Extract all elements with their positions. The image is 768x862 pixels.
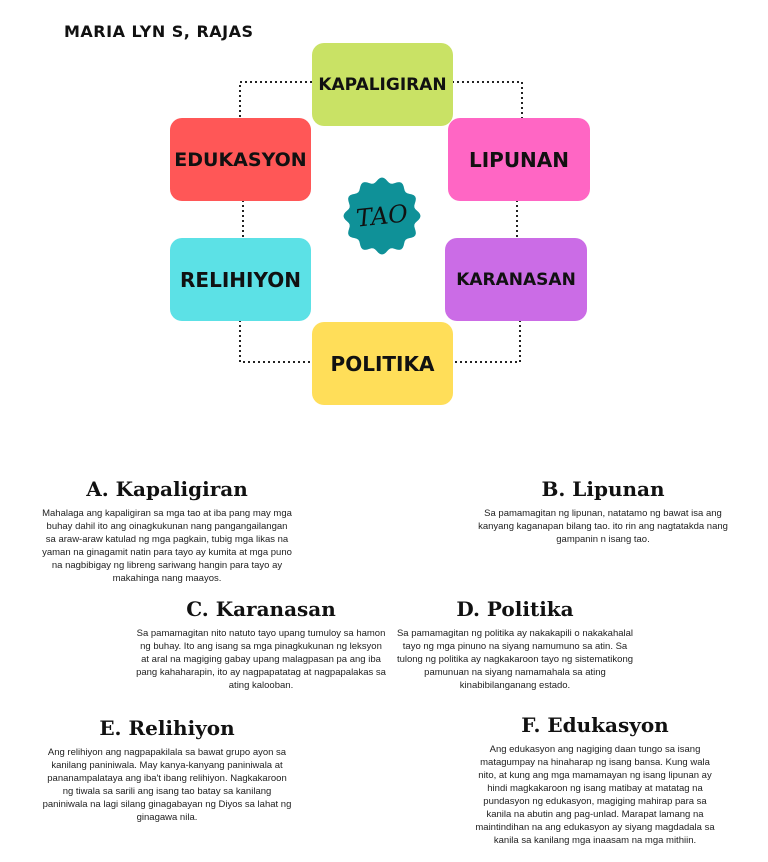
section-text: Sa pamamagitan ng lipunan, natatamo ng bawat isa ang kanyang kaganapan bilang tao. ito rin ang nagtatakda nang gampanin n isang tao.: [478, 508, 728, 545]
box-lipunan: [448, 118, 590, 201]
box-karanasan: [445, 238, 587, 321]
section-karanasan: [136, 597, 386, 692]
center-badge-label: TAO: [354, 199, 410, 233]
box-edukasyon-label: EDUKASYON: [174, 148, 307, 171]
box-politika: [312, 322, 453, 405]
section-text: Sa pamamagitan nito natuto tayo upang tumuloy sa hamon ng buhay. Ito ang isang sa mga pinagkukunan ng leksyon at aral na magiging gabay upang malagpasan pa ang iba pang kahaharapin, ito ay nagpapatatag at nagpapalakas sa ating kalooban.: [136, 628, 386, 691]
box-kapaligiran-label: KAPALIGIRAN: [318, 74, 447, 95]
box-edukasyon: [170, 118, 311, 201]
section-title: B. Lipunan: [541, 477, 665, 501]
connector-relihiyon-politika: [240, 320, 312, 362]
section-title: D. Politika: [456, 597, 574, 621]
center-badge: [342, 176, 422, 256]
section-politika: [390, 597, 640, 692]
section-edukasyon: [470, 713, 720, 847]
connector-kapaligiran-edukasyon: [240, 82, 312, 118]
section-lipunan: [478, 477, 728, 546]
box-lipunan-label: LIPUNAN: [468, 147, 570, 172]
section-title: A. Kapaligiran: [86, 477, 248, 501]
box-politika-label: POLITIKA: [330, 351, 435, 376]
section-text: Ang edukasyon ang nagiging daan tungo sa isang matagumpay na hinaharap ng isang bansa. Kung wala nito, at kung ang mga mamamayan ng isang lipunan ay hindi magkakaroon ng isang matibay at matatag na pundasyon ng edukasyon, magiging mahirap para sa kanila na abutin ang pag-unlad. Marapat lamang na maintindihan na ang edukasyon ay siyang magdadala sa kanila sa kanilang mga inaasam na mga mithiin.: [475, 744, 715, 846]
box-relihiyon-label: RELIHIYON: [180, 267, 301, 292]
section-title: F. Edukasyon: [521, 713, 669, 737]
section-title: C. Karanasan: [186, 597, 336, 621]
section-relihiyon: [42, 716, 292, 824]
box-kapaligiran: [312, 43, 453, 126]
connector-karanasan-politika: [452, 320, 520, 362]
section-text: Ang relihiyon ang nagpapakilala sa bawat grupo ayon sa kanilang paniniwala. May kanya-kanyang paniniwala at pananampalataya ang iba't ibang relihiyon. Nagkakaroon ng tiwala sa sarili ang isang tao batay sa kanilang paniniwala na lagi silang ginagabayan ng Diyos sa lahat ng ginagawa nila.: [42, 747, 292, 823]
box-karanasan-label: KARANASAN: [456, 269, 576, 290]
connector-kapaligiran-lipunan: [452, 82, 522, 118]
section-text: Mahalaga ang kapaligiran sa mga tao at iba pang may mga buhay dahil ito ang oinagkukunan nang pangangailangan sa araw-araw katulad ng mga pagkain, tubig mga likas na yaman na ginagamit natin para tayo ay kumita at mga puno na nagbibigay ng libreng sariwang hangin para tayo ay makahinga nang maayos.: [42, 508, 292, 584]
section-kapaligiran: [42, 477, 292, 585]
author-name: MARIA LYN S, RAJAS: [64, 22, 254, 41]
section-text: Sa pamamagitan ng politika ay nakakapili o nakakahalal tayo ng mga pinuno na siyang namumuno sa atin. Sa tulong ng politika ay nagkakaroon tayo ng sistematikong pamunuan na siyang namamahala sa ating kinabibilanganang estado.: [396, 628, 634, 691]
box-relihiyon: [170, 238, 311, 321]
section-title: E. Relihiyon: [99, 716, 235, 740]
